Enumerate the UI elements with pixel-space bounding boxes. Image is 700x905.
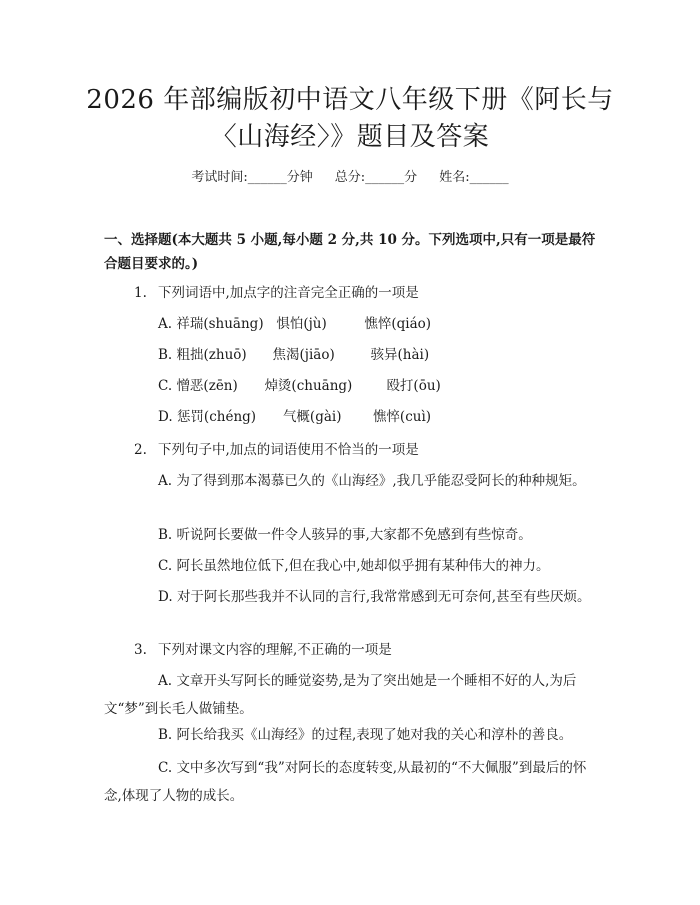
q3-option-a bbox=[104, 667, 598, 723]
q2-option-a bbox=[104, 467, 598, 495]
question-stem: 下列句子中,加点的词语使用不恰当的一项是 bbox=[158, 442, 419, 458]
option-word: 焯烫(chuāng) bbox=[264, 378, 353, 394]
option-text: 对于阿长那些我并不认同的言行,我常常感到无可奈何,甚至有些厌烦。 bbox=[176, 589, 591, 605]
option-letter: C. bbox=[158, 378, 173, 394]
option-word: 祥瑞(shuāng) bbox=[176, 316, 264, 332]
option-letter: C. bbox=[158, 760, 173, 776]
option-letter: A. bbox=[158, 473, 173, 489]
q1-option-d bbox=[158, 405, 431, 429]
student-name-label: 姓名:______ bbox=[439, 170, 509, 185]
option-word: 惧怕(jù) bbox=[276, 316, 327, 332]
question-3 bbox=[134, 638, 392, 662]
option-text: 文中多次写到“我”对阿长的态度转变,从最初的“不大佩服”到最后的怀念,体现了人物的成长。 bbox=[104, 760, 587, 804]
option-word: 粗拙(zhuō) bbox=[176, 347, 247, 363]
option-letter: D. bbox=[158, 589, 173, 605]
option-letter: B. bbox=[158, 527, 173, 543]
option-word: 气概(gài) bbox=[282, 409, 342, 425]
option-text: 阿长给我买《山海经》的过程,表现了她对我的关心和淳朴的善良。 bbox=[176, 727, 573, 743]
question-stem: 下列词语中,加点字的注音完全正确的一项是 bbox=[158, 285, 419, 301]
q2-option-b bbox=[104, 521, 598, 549]
question-number: 1. bbox=[134, 285, 147, 301]
question-2 bbox=[134, 438, 419, 462]
q2-option-d bbox=[104, 583, 598, 611]
option-text: 听说阿长要做一件令人骇异的事,大家都不免感到有些惊奇。 bbox=[176, 527, 532, 543]
question-number: 3. bbox=[134, 642, 147, 658]
q1-option-b bbox=[158, 343, 429, 367]
option-text: 为了得到那本渴慕已久的《山海经》,我几乎能忍受阿长的种种规矩。 bbox=[176, 473, 586, 489]
option-letter: D. bbox=[158, 409, 173, 425]
title-line-2: 〈山海经〉》题目及答案 bbox=[210, 122, 490, 152]
q3-option-c bbox=[104, 754, 598, 810]
exam-meta bbox=[0, 168, 700, 188]
total-score-label: 总分:______分 bbox=[334, 170, 418, 185]
option-letter: A. bbox=[158, 316, 173, 332]
option-letter: C. bbox=[158, 558, 173, 574]
option-word: 憔悴(qiáo) bbox=[364, 316, 432, 332]
option-word: 焦渴(jiāo) bbox=[272, 347, 335, 363]
option-letter: B. bbox=[158, 727, 173, 743]
option-text: 阿长虽然地位低下,但在我心中,她却似乎拥有某种伟大的神力。 bbox=[176, 558, 550, 574]
option-word: 殴打(ōu) bbox=[386, 378, 441, 394]
option-word: 惩罚(chéng) bbox=[176, 409, 257, 425]
title-line-1: 2026 年部编版初中语文八年级下册《阿长与 bbox=[86, 85, 614, 115]
question-number: 2. bbox=[134, 442, 147, 458]
option-letter: A. bbox=[158, 673, 173, 689]
question-stem: 下列对课文内容的理解,不正确的一项是 bbox=[158, 642, 392, 658]
q2-option-c bbox=[104, 552, 598, 580]
option-letter: B. bbox=[158, 347, 173, 363]
page-title bbox=[60, 82, 640, 156]
q1-option-c bbox=[158, 374, 441, 398]
exam-time-label: 考试时间:______分钟 bbox=[191, 170, 313, 185]
option-word: 憔悴(cuì) bbox=[372, 409, 432, 425]
option-text: 文章开头写阿长的睡觉姿势,是为了突出她是一个睡相不好的人,为后文“梦”到长毛人做铺垫。 bbox=[104, 673, 577, 717]
q1-option-a bbox=[158, 312, 431, 336]
option-word: 骇异(hài) bbox=[370, 347, 430, 363]
option-word: 憎恶(zēn) bbox=[176, 378, 238, 394]
section-heading: 一、选择题(本大题共 5 小题,每小题 2 分,共 10 分。下列选项中,只有一项是最符合题目要求的。) bbox=[104, 232, 596, 272]
question-1 bbox=[134, 281, 419, 305]
q3-option-b bbox=[104, 721, 598, 749]
